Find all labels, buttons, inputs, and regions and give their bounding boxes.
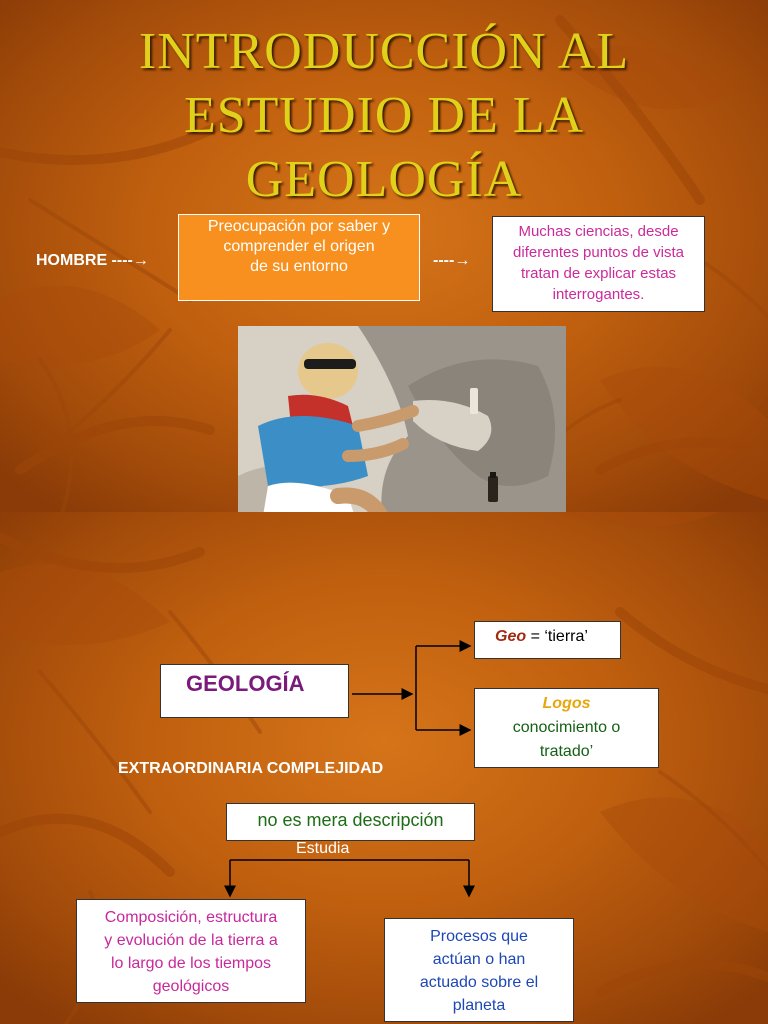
logos-line-2: tratado’	[539, 743, 594, 760]
geologia-box: GEOLOGÍA	[160, 664, 349, 718]
concern-box	[178, 214, 420, 301]
connector-arrow	[433, 252, 470, 270]
arrow-right-icon: →	[454, 252, 471, 269]
concern-line-3: de su entorno	[250, 258, 348, 275]
arrow-right-icon: →	[132, 252, 149, 269]
title-line-3: GEOLOGÍA	[245, 151, 523, 208]
geo-meaning: = ‘tierra’	[526, 628, 588, 645]
arrow-dashes: ----	[433, 252, 455, 269]
concern-line-2: comprender el origen	[223, 238, 375, 255]
logos-line-1: conocimiento o	[512, 719, 621, 736]
process-line-2: actúan o han	[432, 951, 526, 968]
composition-line-3: lo largo de los tiempos	[110, 955, 272, 972]
process-box	[384, 918, 574, 1022]
geo-term: Geo	[495, 628, 527, 645]
composition-line-4: geológicos	[152, 978, 230, 995]
sciences-box	[492, 216, 705, 312]
estudia-label: Estudia	[296, 840, 350, 857]
process-line-1: Procesos que	[430, 928, 528, 945]
logos-definition-box	[474, 688, 659, 768]
geo-definition-box	[474, 621, 621, 659]
slide-title	[0, 20, 768, 212]
composition-box	[76, 899, 306, 1003]
hombre-label	[36, 252, 149, 270]
process-line-3: actuado sobre el	[419, 974, 539, 991]
composition-line-1: Composición, estructura	[104, 909, 278, 926]
process-line-4: planeta	[452, 997, 506, 1014]
sciences-line-1: Muchas ciencias, desde	[518, 223, 679, 240]
sciences-line-4: interrogantes.	[552, 286, 645, 303]
description-box: no es mera descripción	[226, 803, 475, 841]
concern-line-1: Preocupación por saber y	[207, 218, 391, 235]
sciences-line-2: diferentes puntos de vista	[513, 244, 684, 261]
composition-line-2: y evolución de la tierra a	[104, 932, 278, 949]
sciences-line-3: tratan de explicar estas	[520, 265, 677, 282]
title-line-1: INTRODUCCIÓN AL	[138, 23, 630, 80]
complexity-label: EXTRAORDINARIA COMPLEJIDAD	[118, 760, 384, 777]
logos-term: Logos	[542, 695, 591, 712]
title-line-2: ESTUDIO DE LA	[183, 87, 585, 144]
hombre-text: HOMBRE ----	[36, 252, 133, 269]
